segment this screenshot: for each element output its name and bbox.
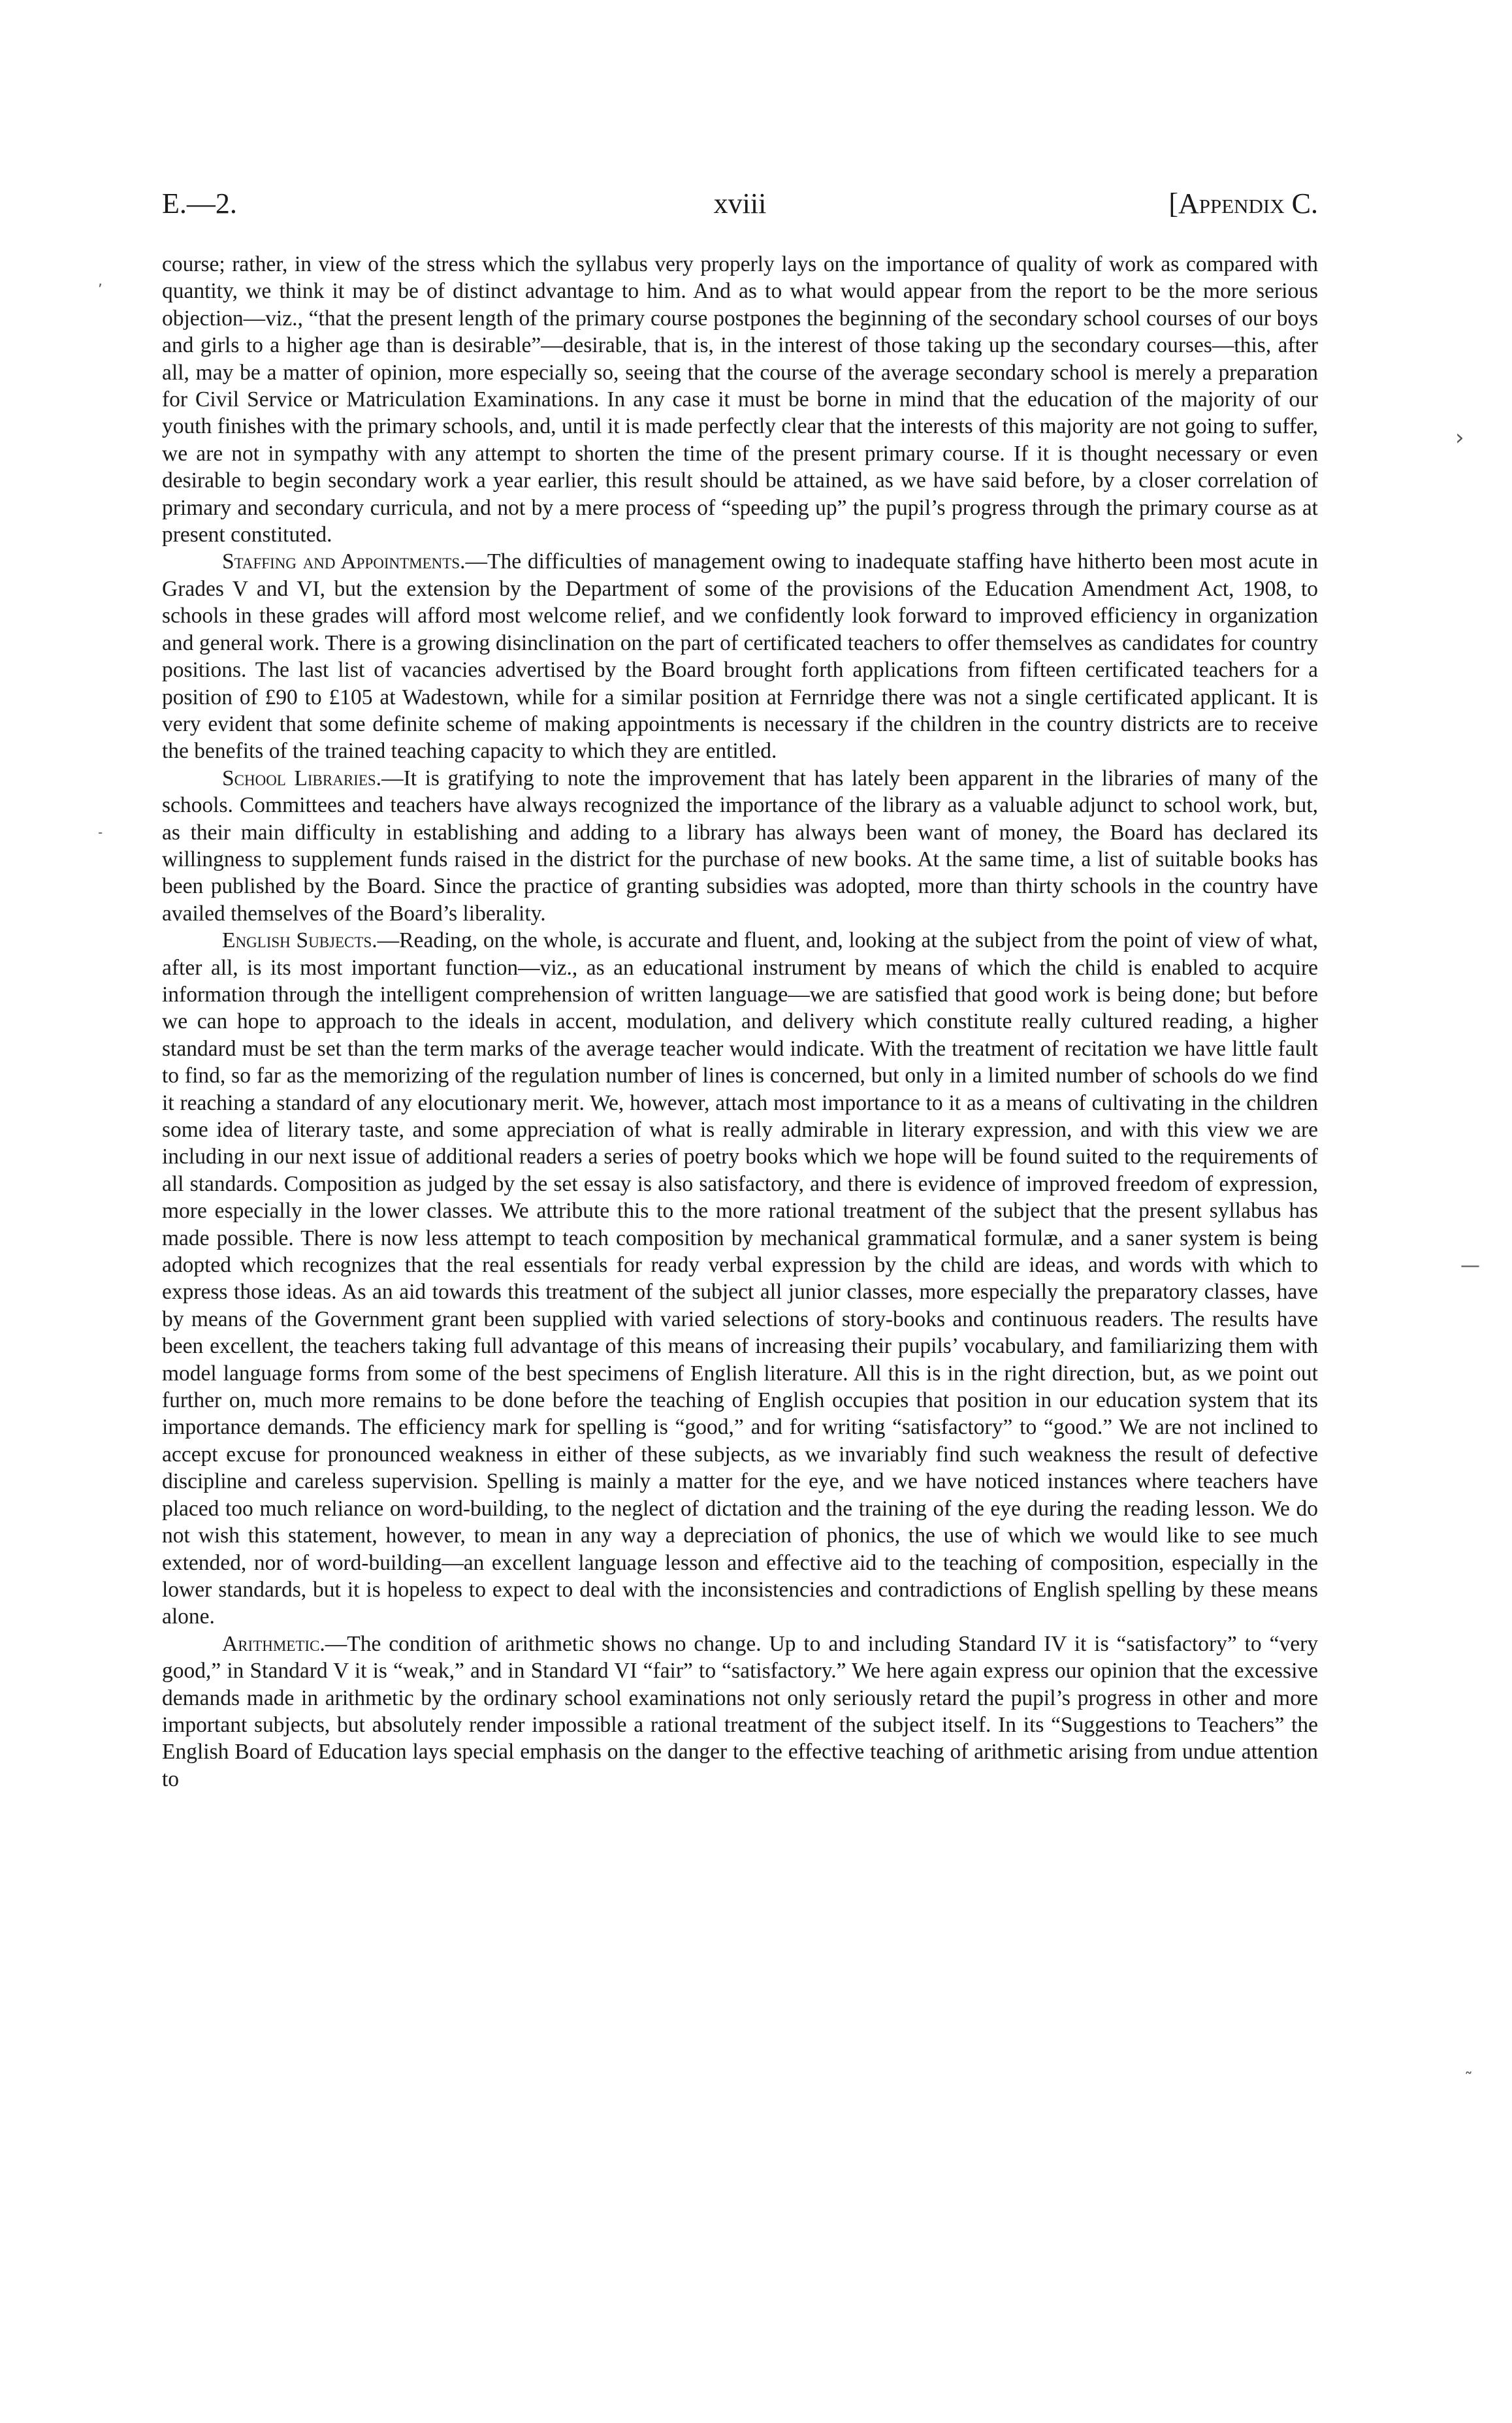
paragraph-arithmetic — [162, 1631, 1318, 1793]
scan-mark: , — [98, 273, 103, 289]
page-number: xviii — [713, 187, 767, 220]
page-header — [162, 184, 1318, 223]
paragraph-libraries — [162, 765, 1318, 927]
header-appendix: [Appendix C. — [1168, 187, 1318, 220]
document-body — [162, 251, 1318, 1793]
section-heading: Staffing and Appointments. — [222, 549, 466, 574]
scan-mark: › — [1455, 425, 1464, 451]
paragraph-staffing — [162, 548, 1318, 764]
paragraph-english — [162, 927, 1318, 1631]
paragraph-text: —Reading, on the whole, is accurate and fluent, and, looking at the subject from the point of view of what, after all, is its most important function—viz., as an educational instrument by means of which the child is enabled to acquire information through the intelligent comprehension of written language—we are satisfied that good work is being done; but before we can hope to approach to the ideals in accent, modulation, and delivery which constitute really cultured reading, a higher standard must be set than the term marks of the average teacher would indicate. With the treatment of recitation we have little fault to find, so far as the memorizing of the regulation number of lines is concerned, but only in a limited number of schools do we find it reaching a standard of any elocutionary merit. We, however, attach most importance to it as a means of cultivating in the children some idea of literary taste, and some appreciation of what is really admirable in literary expression, and with this view we are including in our next issue of additional readers a series of poetry books which we hope will be found suited to the requirements of all standards. Composition as judged by the set essay is also satisfactory, and there is evidence of improved freedom of expression, more especially in the lower classes. We attribute this to the more rational treatment of the subject that the present syllabus has made possible. There is now less attempt to teach composition by mechanical grammatical formulæ, and a saner system is being adopted which recognizes that the real essentials for ready verbal expression by the child are ideas, and words with which to express those ideas. As an aid towards this treatment of the subject all junior classes, more especially the preparatory classes, have by means of the Government grant been supplied with varied selections of story-books and continuous readers. The results have been excellent, the teachers taking full advantage of this means of increasing their pupils’ vocabulary, and familiarizing them with model language forms from some of the best specimens of English literature. All this is in the right direction, but, as we point out further on, much more remains to be done before the teaching of English occupies that position in our education system that its importance demands. The efficiency mark for spelling is “good,” and for writing “satisfactory” to “good.” We are not inclined to accept excuse for pronounced weakness in either of these subjects, as we invariably find such weakness the result of defective discipline and careless supervision. Spelling is mainly a matter for the eye, and we have noticed instances where teachers have placed too much reliance on word-building, to the neglect of dictation and the training of the eye during the reading lesson. We do not wish this statement, however, to mean in any way a depreciation of phonics, the use of which we would like to see much extended, nor of word-building—an excellent language lesson and effective aid to the teaching of composition, especially in the lower standards, but it is hopeless to expect to deal with the inconsistencies and contradictions of English spelling by these means alone. — [162, 928, 1319, 1629]
section-heading: English Subjects. — [222, 928, 378, 953]
scan-mark: ˜ — [1464, 2070, 1473, 2089]
paragraph-continuation — [162, 251, 1318, 548]
scan-mark: — — [1460, 1254, 1480, 1277]
paragraph-text: —It is gratifying to note the improvement that has lately been apparent in the libraries of many of the schools. Committees and teachers have always recognized the importance of the library as a valuable adjunct to school work, but, as their main difficulty in establishing and adding to a library has always been want of money, the Board has declared its willingness to supplement funds raised in the district for the purchase of new books. At the same time, a list of suitable books has been published by the Board. Since the practice of granting subsidies was adopted, more than thirty schools in the country have availed themselves of the Board’s liberality. — [162, 766, 1318, 926]
paragraph-text: —The condition of arithmetic shows no change. Up to and including Standard IV it is “satisfactory” to “very good,” in Standard V it is “weak,” and in Standard VI “fair” to “satisfactory.” We here again express our opinion that the excessive demands made in arithmetic by the ordinary school examinations not only seriously retard the pupil’s progress in other and more important subjects, but absolutely render impossible a rational treatment of the subject itself. In its “Suggestions to Teachers” the English Board of Education lays special emphasis on the danger to the effective teaching of arithmetic arising from undue attention to — [162, 1631, 1318, 1791]
header-reference: E.—2. — [162, 187, 237, 220]
paragraph-text: —The difficulties of management owing to inadequate staffing have hitherto been most acute in Grades V and VI, but the extension by the Department of some of the provisions of the Education Amendment Act, 1908, to schools in these grades will afford most welcome relief, and we confidently look forward to improved efficiency in organization and general work. There is a growing disinclination on the part of certificated teachers to offer themselves as candidates for country positions. The last list of vacancies advertised by the Board brought forth applications from fifteen certificated teachers for a position of £90 to £105 at Wadestown, while for a similar position at Fernridge there was not a single certificated applicant. It is very evident that some definite scheme of making appointments is necessary if the children in the country districts are to receive the benefits of the trained teaching capacity to which they are entitled. — [162, 549, 1319, 764]
paragraph-text: course; rather, in view of the stress which the syllabus very properly lays on the importance of quality of work as compared with quantity, we think it may be of distinct advantage to him. And as to what would appear from the report to be the more serious objection—viz., “that the present length of the primary course postpones the beginning of the secondary school courses of our boys and girls to a higher age than is desirable”—desirable, that is, in the interest of those taking up the secondary courses—this, after all, may be a matter of opinion, more especially so, seeing that the course of the average secondary school is merely a preparation for Civil Service or Matriculation Examinations. In any case it must be borne in mind that the education of the majority of our youth finishes with the primary schools, and, until it is made perfectly clear that the interests of this majority are not going to suffer, we are not in sympathy with any attempt to shorten the time of the present primary course. If it is thought necessary or even desirable to begin secondary work a year earlier, this result should be attained, as we have said before, by a closer correlation of primary and secondary curricula, and not by a mere process of “speeding up” the pupil’s progress through the primary course as at present constituted. — [162, 252, 1318, 547]
section-heading: School Libraries. — [222, 766, 382, 790]
section-heading: Arithmetic. — [222, 1631, 325, 1656]
scan-mark: - — [98, 824, 103, 840]
